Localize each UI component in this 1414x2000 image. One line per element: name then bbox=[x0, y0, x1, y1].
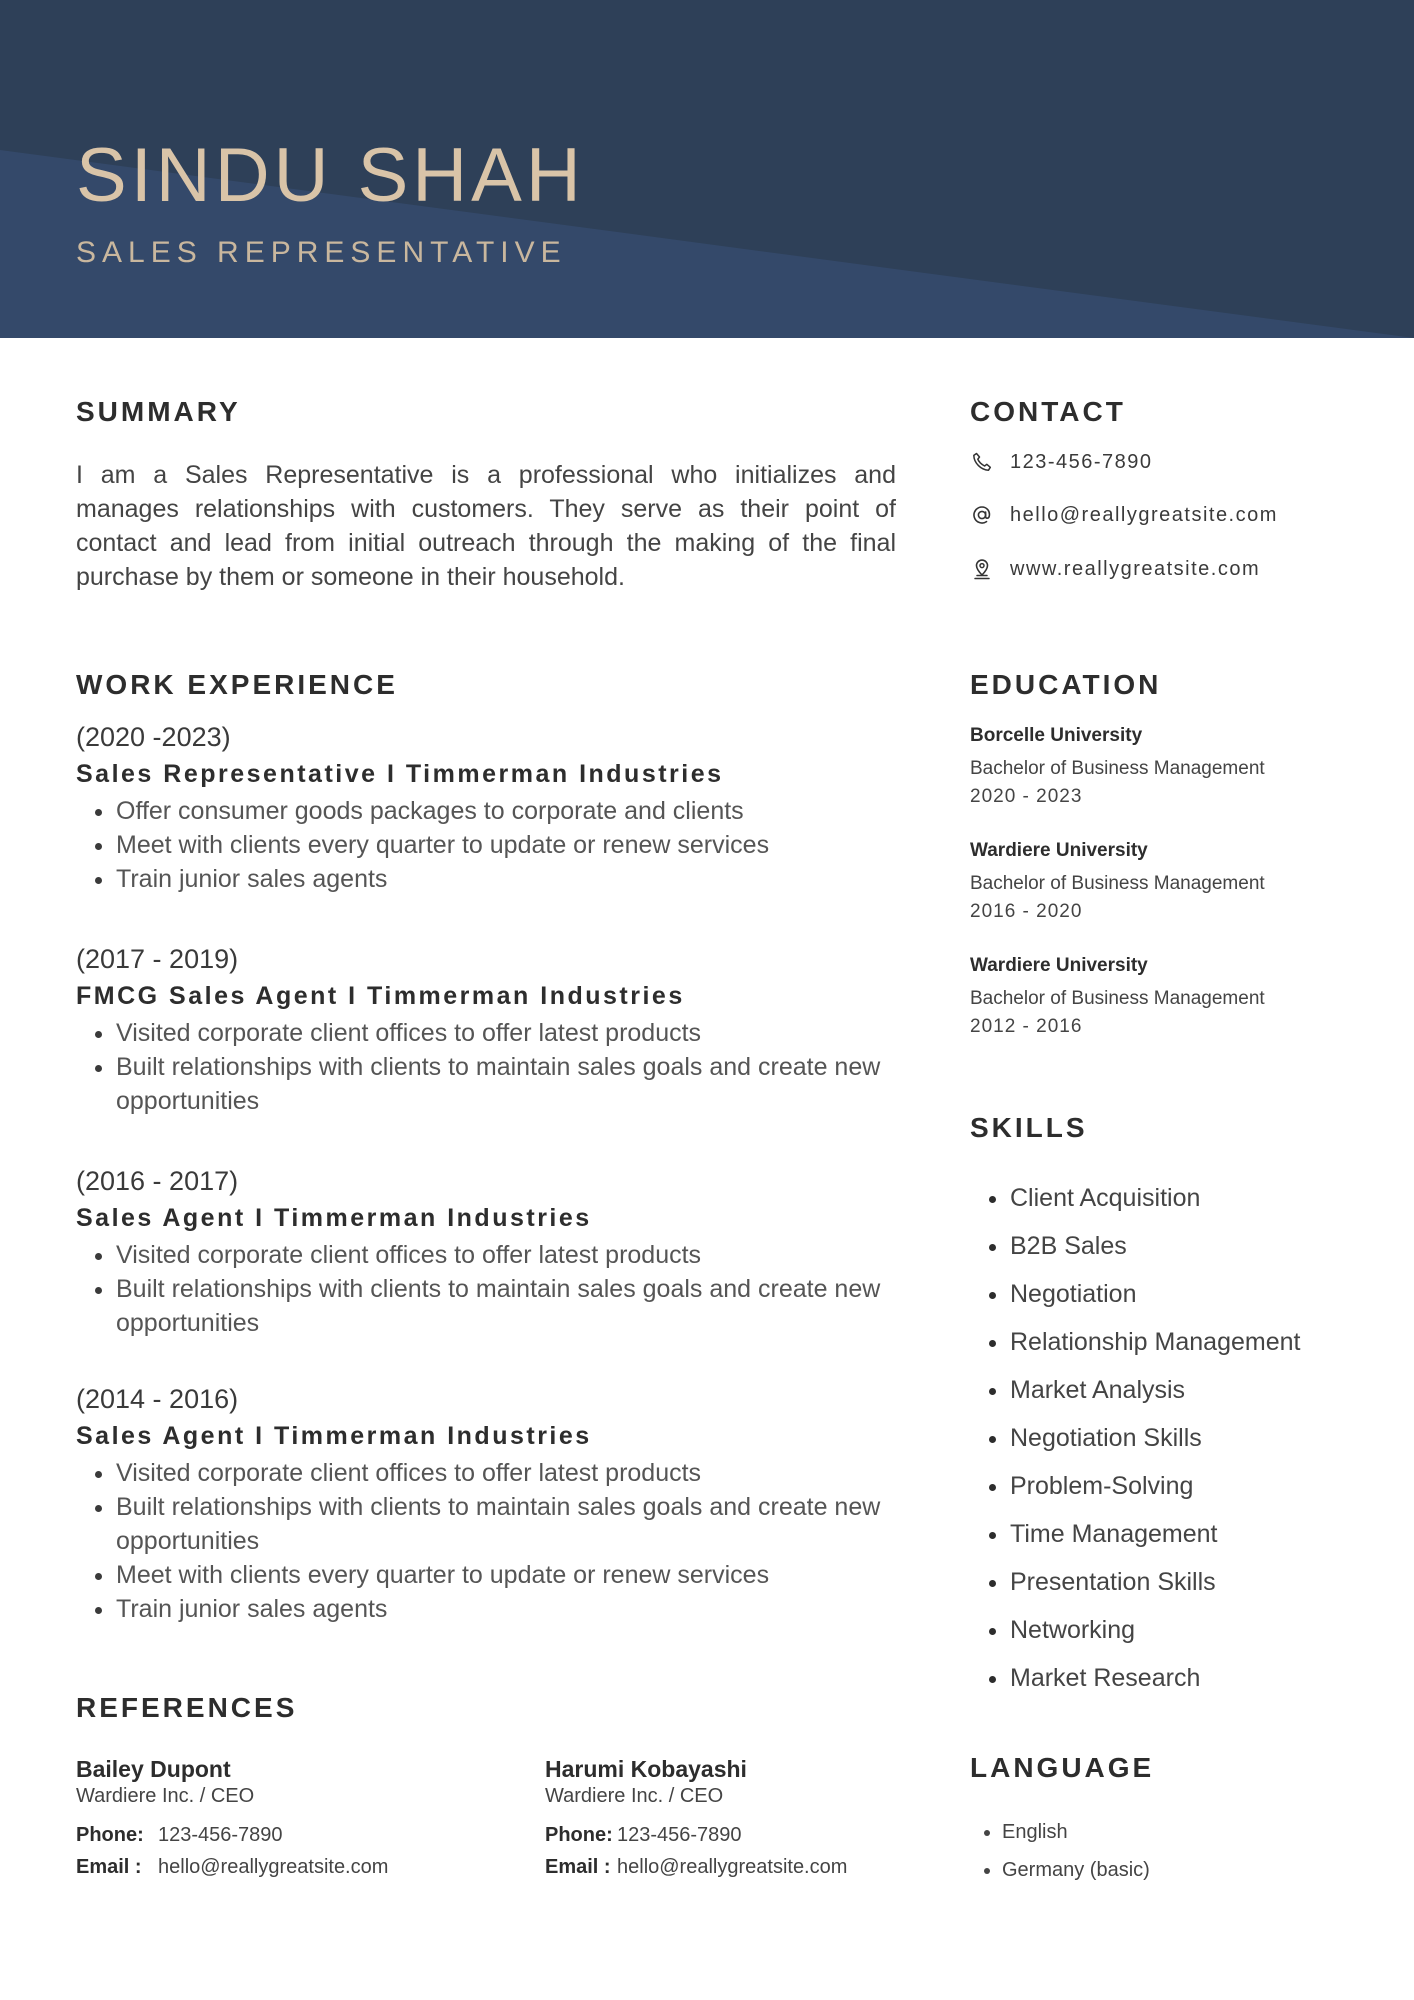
job-bullet: • Visited corporate client offices to offer latest products bbox=[116, 1238, 906, 1272]
language-list bbox=[970, 1813, 1150, 1889]
reference-email-row bbox=[76, 1851, 496, 1883]
education-entry bbox=[970, 953, 1370, 1041]
job-bullet: • Train junior sales agents bbox=[116, 862, 906, 896]
job-bullets bbox=[76, 1456, 906, 1626]
skills-list bbox=[970, 1174, 1300, 1702]
education-school: Borcelle University bbox=[970, 725, 1143, 746]
language-item: • English bbox=[1002, 1813, 1150, 1851]
reference-card bbox=[545, 1755, 965, 1883]
reference-company: Wardiere Inc. / CEO bbox=[545, 1785, 724, 1807]
education-degree: Bachelor of Business Management bbox=[970, 873, 1265, 894]
skills-title: SKILLS bbox=[970, 1112, 1088, 1143]
job-entry bbox=[76, 1164, 906, 1340]
contact-email: hello@reallygreatsite.com bbox=[1010, 503, 1278, 526]
contact-website-row bbox=[970, 554, 1260, 584]
at-icon bbox=[970, 503, 994, 527]
candidate-name: SINDU SHAH bbox=[76, 133, 585, 218]
job-bullet: • Offer consumer goods packages to corporate and clients bbox=[116, 794, 906, 828]
job-bullet: • Visited corporate client offices to offer latest products bbox=[116, 1456, 906, 1490]
job-entry bbox=[76, 1382, 906, 1626]
contact-email-row bbox=[970, 500, 1278, 530]
education-title: EDUCATION bbox=[970, 669, 1162, 700]
reference-company: Wardiere Inc. / CEO bbox=[76, 1785, 255, 1807]
language-item: • Germany (basic) bbox=[1002, 1851, 1150, 1889]
job-bullet: • Meet with clients every quarter to update or renew services bbox=[116, 1558, 906, 1592]
reference-email-label: Email : bbox=[76, 1856, 142, 1878]
reference-email: hello@reallygreatsite.com bbox=[158, 1856, 389, 1878]
skill-item: • B2B Sales bbox=[1010, 1222, 1300, 1270]
reference-phone-label: Phone: bbox=[545, 1824, 613, 1846]
education-years: 2012 - 2016 bbox=[970, 1016, 1083, 1037]
contact-title: CONTACT bbox=[970, 396, 1126, 427]
education-school: Wardiere University bbox=[970, 840, 1148, 861]
contact-phone-row bbox=[970, 447, 1153, 477]
education-years: 2020 - 2023 bbox=[970, 786, 1083, 807]
job-bullet: • Visited corporate client offices to offer latest products bbox=[116, 1016, 906, 1050]
job-bullet: • Meet with clients every quarter to update or renew services bbox=[116, 828, 906, 862]
phone-icon bbox=[970, 450, 994, 474]
education-entry bbox=[970, 838, 1370, 926]
work-experience-title: WORK EXPERIENCE bbox=[76, 669, 398, 700]
skill-item: • Market Research bbox=[1010, 1654, 1300, 1702]
education-degree: Bachelor of Business Management bbox=[970, 758, 1265, 779]
contact-phone: 123-456-7890 bbox=[1010, 450, 1153, 473]
reference-email-row bbox=[545, 1851, 965, 1883]
reference-card bbox=[76, 1755, 496, 1883]
education-school: Wardiere University bbox=[970, 955, 1148, 976]
job-title: Sales Agent I Timmerman Industries bbox=[76, 1422, 592, 1450]
skill-item: • Negotiation Skills bbox=[1010, 1414, 1300, 1462]
job-bullet: • Train junior sales agents bbox=[116, 1592, 906, 1626]
skill-item: • Time Management bbox=[1010, 1510, 1300, 1558]
reference-email-label: Email : bbox=[545, 1856, 611, 1878]
reference-phone: 123-456-7890 bbox=[617, 1824, 742, 1846]
skill-item: • Relationship Management bbox=[1010, 1318, 1300, 1366]
job-title: FMCG Sales Agent I Timmerman Industries bbox=[76, 982, 685, 1010]
education-years: 2016 - 2020 bbox=[970, 901, 1083, 922]
job-title: Sales Representative I Timmerman Industries bbox=[76, 760, 724, 788]
job-title: Sales Agent I Timmerman Industries bbox=[76, 1204, 592, 1232]
candidate-role: SALES REPRESENTATIVE bbox=[76, 236, 567, 269]
job-dates: (2014 - 2016) bbox=[76, 1384, 239, 1414]
job-entry bbox=[76, 720, 906, 896]
job-bullets bbox=[76, 1238, 906, 1340]
job-entry bbox=[76, 942, 906, 1118]
job-dates: (2017 - 2019) bbox=[76, 944, 239, 974]
reference-name: Bailey Dupont bbox=[76, 1756, 231, 1782]
skill-item: • Client Acquisition bbox=[1010, 1174, 1300, 1222]
skill-item: • Networking bbox=[1010, 1606, 1300, 1654]
job-bullet: • Built relationships with clients to maintain sales goals and create new opportunities bbox=[116, 1490, 906, 1558]
reference-phone-row bbox=[76, 1819, 496, 1851]
job-bullets bbox=[76, 1016, 906, 1118]
reference-phone-row bbox=[545, 1819, 965, 1851]
job-dates: (2016 - 2017) bbox=[76, 1166, 239, 1196]
job-bullet: • Built relationships with clients to maintain sales goals and create new opportunities bbox=[116, 1050, 906, 1118]
job-bullets bbox=[76, 794, 906, 896]
summary-text: I am a Sales Representative is a professional who initializes and manages relationships with customers. They serve as their point of contact and lead from initial outreach through the making of the final purchase by them or someone in their household. bbox=[76, 461, 896, 591]
reference-name: Harumi Kobayashi bbox=[545, 1756, 747, 1782]
contact-website: www.reallygreatsite.com bbox=[1010, 557, 1261, 580]
references-title: REFERENCES bbox=[76, 1692, 298, 1723]
education-degree: Bachelor of Business Management bbox=[970, 988, 1265, 1009]
education-entry bbox=[970, 723, 1370, 811]
skill-item: • Market Analysis bbox=[1010, 1366, 1300, 1414]
reference-email: hello@reallygreatsite.com bbox=[617, 1856, 848, 1878]
job-dates: (2020 -2023) bbox=[76, 722, 231, 752]
summary-title: SUMMARY bbox=[76, 396, 241, 427]
job-bullet: • Built relationships with clients to maintain sales goals and create new opportunities bbox=[116, 1272, 906, 1340]
skill-item: • Problem-Solving bbox=[1010, 1462, 1300, 1510]
reference-phone: 123-456-7890 bbox=[158, 1824, 283, 1846]
resume-header bbox=[0, 0, 1414, 338]
language-title: LANGUAGE bbox=[970, 1752, 1155, 1783]
reference-phone-label: Phone: bbox=[76, 1824, 144, 1846]
location-pin-icon bbox=[970, 557, 994, 581]
skill-item: • Negotiation bbox=[1010, 1270, 1300, 1318]
skill-item: • Presentation Skills bbox=[1010, 1558, 1300, 1606]
